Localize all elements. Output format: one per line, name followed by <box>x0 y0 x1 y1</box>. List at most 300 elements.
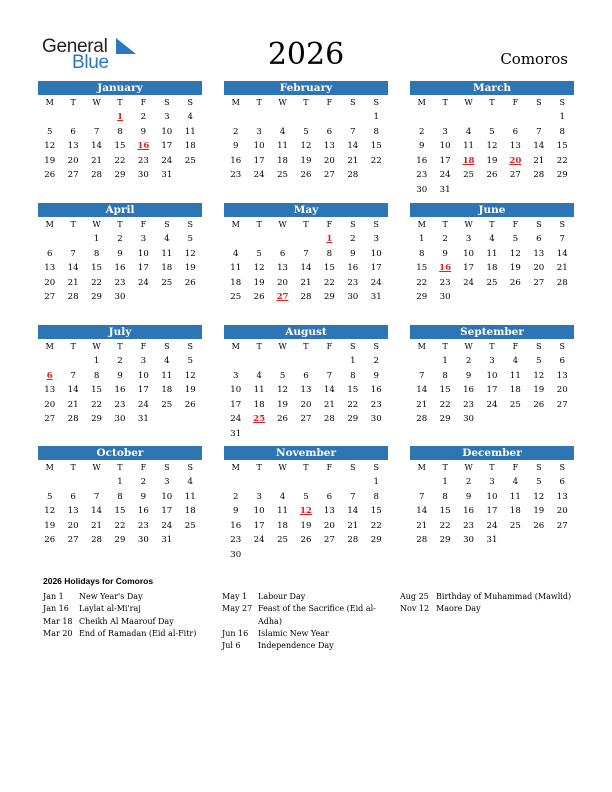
holiday-entry <box>222 603 392 628</box>
weekday-label: T <box>489 463 495 472</box>
day-cell: 8 <box>559 126 565 137</box>
day-cell: 16 <box>347 263 359 274</box>
day-cell: 16 <box>416 155 428 166</box>
day-cell: 31 <box>161 535 173 546</box>
country-name: Comoros <box>500 50 568 68</box>
day-cell: 19 <box>44 155 56 166</box>
holidays-title: 2026 Holidays for Comoros <box>43 576 154 586</box>
day-cell: 17 <box>486 385 498 396</box>
day-cell: 23 <box>137 155 149 166</box>
day-cell: 15 <box>439 506 451 517</box>
day-cell: 18 <box>253 399 265 410</box>
weekday-label: T <box>117 98 123 107</box>
day-cell: 30 <box>463 535 475 546</box>
weekday-label: F <box>326 342 333 351</box>
day-cell: 3 <box>256 126 262 137</box>
day-cell: 29 <box>114 535 126 546</box>
weekday-label: F <box>512 98 519 107</box>
day-cell: 8 <box>442 370 448 381</box>
day-cell: 29 <box>370 535 382 546</box>
day-cell: 14 <box>323 385 335 396</box>
empty-day-cell <box>38 354 61 369</box>
holiday-date: May 1 <box>222 592 248 601</box>
day-cell: 17 <box>486 506 498 517</box>
day-cell: 15 <box>556 141 568 152</box>
weekday-label: S <box>187 220 193 229</box>
day-cell: 8 <box>117 491 123 502</box>
holiday-day-cell: 18 <box>462 155 475 166</box>
holiday-name: Labour Day <box>258 592 306 601</box>
month-title: December <box>410 446 574 460</box>
day-cell: 1 <box>373 477 379 487</box>
weekday-label: T <box>489 98 495 107</box>
month-days-grid <box>38 217 202 305</box>
day-cell: 12 <box>509 248 521 259</box>
day-cell: 23 <box>230 535 242 546</box>
holiday-name: Laylat al-Mi'raj <box>79 604 141 614</box>
empty-day-cell <box>247 475 270 490</box>
day-cell: 3 <box>164 112 170 122</box>
holiday-entry <box>43 603 213 615</box>
holiday-date: Jun 16 <box>222 628 249 638</box>
day-cell: 23 <box>230 170 242 181</box>
day-cell: 2 <box>442 234 448 244</box>
day-cell: 4 <box>279 126 286 137</box>
day-cell: 16 <box>463 385 475 396</box>
day-cell: 6 <box>559 477 565 487</box>
day-cell: 4 <box>465 126 472 137</box>
holiday-day-cell: 20 <box>509 155 522 166</box>
day-cell: 1 <box>418 234 425 244</box>
day-cell: 13 <box>67 141 79 152</box>
day-cell: 17 <box>253 520 265 531</box>
day-cell: 12 <box>486 141 498 152</box>
weekday-label: W <box>464 220 473 229</box>
empty-day-cell <box>61 475 84 490</box>
holiday-entry <box>43 628 213 640</box>
day-cell: 17 <box>230 399 242 410</box>
weekday-label: W <box>464 463 473 472</box>
day-cell: 19 <box>486 155 498 166</box>
day-cell: 22 <box>370 155 382 166</box>
day-cell: 26 <box>300 170 312 181</box>
day-cell: 10 <box>253 141 265 152</box>
day-cell: 10 <box>486 370 498 381</box>
month-title: November <box>224 446 388 460</box>
day-cell: 23 <box>114 399 126 410</box>
day-cell: 14 <box>91 141 103 152</box>
weekday-label: W <box>278 98 287 107</box>
day-cell: 9 <box>140 491 147 502</box>
weekday-label: F <box>140 98 147 107</box>
holiday-name: Independence Day <box>258 641 334 651</box>
day-cell: 12 <box>44 506 56 517</box>
day-cell: 31 <box>161 170 173 181</box>
month-august <box>224 325 388 442</box>
day-cell: 15 <box>91 385 103 396</box>
day-cell: 22 <box>114 155 126 166</box>
empty-day-cell <box>480 110 503 125</box>
holiday-day-cell: 6 <box>46 370 53 381</box>
day-cell: 15 <box>91 263 103 274</box>
day-cell: 1 <box>117 477 123 487</box>
day-cell: 20 <box>533 263 545 274</box>
day-cell: 1 <box>350 356 356 366</box>
day-cell: 27 <box>67 170 79 181</box>
day-cell: 17 <box>439 155 451 166</box>
day-cell: 23 <box>347 277 359 288</box>
day-cell: 29 <box>114 170 126 181</box>
month-title: July <box>38 325 202 339</box>
day-cell: 14 <box>91 506 103 517</box>
weekday-label: W <box>278 463 287 472</box>
day-cell: 8 <box>93 370 100 381</box>
day-cell: 18 <box>277 520 289 531</box>
holiday-day-cell: 16 <box>137 141 150 152</box>
day-cell: 13 <box>556 491 568 502</box>
day-cell: 9 <box>350 248 356 259</box>
holiday-name: Islamic New Year <box>258 628 329 638</box>
empty-day-cell <box>433 110 456 125</box>
day-cell: 8 <box>326 248 333 259</box>
day-cell: 21 <box>91 155 103 166</box>
weekday-label: S <box>350 220 356 229</box>
day-cell: 30 <box>347 292 359 303</box>
day-cell: 6 <box>512 126 519 137</box>
day-cell: 6 <box>303 370 309 381</box>
weekday-label: T <box>256 220 262 229</box>
day-cell: 28 <box>300 292 312 303</box>
month-march <box>410 81 574 198</box>
day-cell: 18 <box>509 385 521 396</box>
day-cell: 16 <box>114 263 126 274</box>
day-cell: 29 <box>556 170 568 181</box>
day-cell: 25 <box>509 399 521 410</box>
weekday-label: M <box>231 342 240 351</box>
weekday-label: S <box>164 463 170 472</box>
day-cell: 7 <box>418 491 425 502</box>
day-cell: 13 <box>323 506 335 517</box>
day-cell: 9 <box>418 141 425 152</box>
day-cell: 20 <box>300 399 312 410</box>
day-cell: 24 <box>370 277 382 288</box>
weekday-label: T <box>489 220 495 229</box>
holiday-name: Maore Day <box>436 604 481 614</box>
day-cell: 29 <box>91 414 103 425</box>
day-cell: 25 <box>277 170 289 181</box>
empty-day-cell <box>247 232 270 247</box>
day-cell: 26 <box>533 520 545 531</box>
month-title: September <box>410 325 574 339</box>
day-cell: 23 <box>463 399 475 410</box>
page-header <box>0 0 612 80</box>
day-cell: 28 <box>67 414 79 425</box>
holiday-column <box>400 591 580 616</box>
weekday-label: T <box>70 463 76 472</box>
day-cell: 21 <box>347 155 359 166</box>
day-cell: 23 <box>137 520 149 531</box>
day-cell: 2 <box>232 126 239 137</box>
day-cell: 30 <box>114 292 126 303</box>
day-cell: 13 <box>533 248 545 259</box>
day-cell: 6 <box>46 248 53 259</box>
holiday-entry <box>222 628 392 640</box>
day-cell: 3 <box>489 356 495 366</box>
weekday-label: M <box>231 463 240 472</box>
day-cell: 11 <box>486 248 498 259</box>
day-cell: 26 <box>509 277 521 288</box>
weekday-label: W <box>92 98 101 107</box>
day-cell: 11 <box>509 491 521 502</box>
day-cell: 24 <box>230 414 242 425</box>
day-cell: 2 <box>465 477 472 487</box>
day-cell: 10 <box>161 126 173 137</box>
day-cell: 24 <box>253 170 265 181</box>
day-cell: 10 <box>230 385 242 396</box>
day-cell: 18 <box>486 263 498 274</box>
day-cell: 17 <box>463 263 475 274</box>
day-cell: 27 <box>300 414 312 425</box>
day-cell: 5 <box>46 491 53 502</box>
day-cell: 26 <box>44 535 56 546</box>
day-cell: 11 <box>161 370 173 381</box>
holiday-entry <box>222 640 392 652</box>
weekday-label: T <box>70 342 76 351</box>
weekday-label: T <box>303 220 309 229</box>
month-july <box>38 325 202 427</box>
day-cell: 29 <box>416 292 428 303</box>
holiday-entry <box>222 591 392 603</box>
weekday-label: T <box>256 342 262 351</box>
day-cell: 20 <box>44 399 56 410</box>
day-cell: 27 <box>67 535 79 546</box>
weekday-label: F <box>512 342 519 351</box>
weekday-label: T <box>442 98 448 107</box>
day-cell: 26 <box>277 414 289 425</box>
day-cell: 19 <box>533 385 545 396</box>
holiday-name: Cheikh Al Maarouf Day <box>79 616 174 626</box>
weekday-label: M <box>45 98 54 107</box>
day-cell: 22 <box>114 520 126 531</box>
day-cell: 11 <box>277 506 289 517</box>
day-cell: 29 <box>439 414 451 425</box>
day-cell: 21 <box>67 399 79 410</box>
holiday-date: May 27 <box>222 604 253 614</box>
day-cell: 22 <box>91 399 103 410</box>
day-cell: 5 <box>187 356 193 366</box>
month-title: April <box>38 203 202 217</box>
day-cell: 2 <box>117 234 123 244</box>
holiday-name: End of Ramadan (Eid al-Fitr) <box>79 628 197 638</box>
month-november <box>224 446 388 563</box>
day-cell: 7 <box>70 248 76 259</box>
weekday-label: S <box>559 342 565 351</box>
weekday-label: T <box>303 342 309 351</box>
day-cell: 15 <box>439 385 451 396</box>
day-cell: 6 <box>326 126 333 137</box>
empty-day-cell <box>61 110 84 125</box>
month-title: February <box>224 81 388 95</box>
empty-day-cell <box>294 475 317 490</box>
day-cell: 20 <box>556 506 568 517</box>
holiday-entry <box>400 591 580 603</box>
empty-day-cell <box>61 232 84 247</box>
day-cell: 19 <box>533 506 545 517</box>
month-january <box>38 81 202 183</box>
month-december <box>410 446 574 548</box>
day-cell: 28 <box>347 535 359 546</box>
weekday-label: W <box>92 342 101 351</box>
day-cell: 2 <box>465 356 472 366</box>
day-cell: 7 <box>70 370 76 381</box>
empty-day-cell <box>271 110 294 125</box>
day-cell: 30 <box>416 184 428 195</box>
day-cell: 9 <box>465 491 472 502</box>
holiday-entry <box>400 603 580 615</box>
day-cell: 31 <box>439 184 451 195</box>
weekday-label: F <box>326 463 333 472</box>
weekday-label: T <box>442 220 448 229</box>
day-cell: 17 <box>161 506 173 517</box>
day-cell: 1 <box>442 356 448 366</box>
day-cell: 20 <box>323 520 335 531</box>
day-cell: 19 <box>253 277 265 288</box>
day-cell: 24 <box>161 520 173 531</box>
weekday-label: S <box>350 463 356 472</box>
day-cell: 17 <box>137 385 149 396</box>
day-cell: 21 <box>300 277 312 288</box>
day-cell: 30 <box>137 170 149 181</box>
day-cell: 3 <box>373 234 379 244</box>
day-cell: 30 <box>114 414 126 425</box>
day-cell: 12 <box>533 491 545 502</box>
day-cell: 27 <box>556 520 568 531</box>
day-cell: 13 <box>44 263 56 274</box>
day-cell: 10 <box>463 248 475 259</box>
day-cell: 20 <box>277 277 289 288</box>
day-cell: 29 <box>347 414 359 425</box>
day-cell: 22 <box>323 277 335 288</box>
day-cell: 16 <box>114 385 126 396</box>
day-cell: 24 <box>463 277 475 288</box>
day-cell: 26 <box>533 399 545 410</box>
day-cell: 6 <box>326 491 333 502</box>
day-cell: 12 <box>277 385 289 396</box>
weekday-label: M <box>417 342 426 351</box>
holiday-date: Aug 25 <box>400 592 429 601</box>
day-cell: 13 <box>323 141 335 152</box>
day-cell: 9 <box>232 141 239 152</box>
month-title: May <box>224 203 388 217</box>
month-days-grid <box>224 95 388 183</box>
day-cell: 28 <box>416 535 428 546</box>
empty-day-cell <box>38 110 61 125</box>
day-cell: 30 <box>137 535 149 546</box>
day-cell: 18 <box>509 506 521 517</box>
weekday-label: T <box>442 342 448 351</box>
weekday-label: S <box>559 220 565 229</box>
month-days-grid <box>410 217 574 305</box>
day-cell: 2 <box>373 356 379 366</box>
day-cell: 24 <box>161 155 173 166</box>
empty-day-cell <box>410 110 433 125</box>
day-cell: 19 <box>184 385 196 396</box>
day-cell: 23 <box>370 399 382 410</box>
day-cell: 18 <box>161 263 173 274</box>
month-days-grid <box>224 460 388 563</box>
logo-word-blue: Blue <box>72 52 109 73</box>
day-cell: 5 <box>489 126 495 137</box>
weekday-label: S <box>373 342 379 351</box>
day-cell: 5 <box>303 126 309 137</box>
holiday-name: Birthday of Muhammad (Mawlid) <box>436 592 572 601</box>
weekday-label: W <box>92 220 101 229</box>
weekday-label: S <box>373 220 379 229</box>
day-cell: 27 <box>323 170 335 181</box>
holiday-day-cell: 25 <box>253 414 266 425</box>
weekday-label: T <box>303 98 309 107</box>
day-cell: 3 <box>465 234 472 244</box>
empty-day-cell <box>271 232 294 247</box>
weekday-label: T <box>117 220 123 229</box>
day-cell: 5 <box>536 356 542 366</box>
day-cell: 4 <box>164 234 170 244</box>
day-cell: 19 <box>300 520 312 531</box>
weekday-label: F <box>140 463 147 472</box>
day-cell: 26 <box>184 277 196 288</box>
day-cell: 9 <box>442 248 448 259</box>
day-cell: 13 <box>44 385 56 396</box>
day-cell: 14 <box>300 263 312 274</box>
weekday-label: T <box>442 463 448 472</box>
day-cell: 4 <box>256 370 262 381</box>
day-cell: 24 <box>253 535 265 546</box>
day-cell: 2 <box>350 234 356 244</box>
day-cell: 13 <box>277 263 289 274</box>
day-cell: 27 <box>44 292 56 303</box>
day-cell: 19 <box>300 155 312 166</box>
weekday-label: F <box>512 463 519 472</box>
day-cell: 24 <box>486 399 498 410</box>
day-cell: 27 <box>556 399 568 410</box>
empty-day-cell <box>224 475 247 490</box>
weekday-label: S <box>373 98 379 107</box>
weekday-label: S <box>164 98 170 107</box>
weekday-label: M <box>417 463 426 472</box>
day-cell: 15 <box>114 506 126 517</box>
day-cell: 18 <box>184 506 196 517</box>
holiday-day-cell: 27 <box>276 292 289 303</box>
weekday-label: F <box>140 342 147 351</box>
day-cell: 1 <box>93 234 100 244</box>
day-cell: 23 <box>463 520 475 531</box>
day-cell: 21 <box>67 277 79 288</box>
day-cell: 8 <box>350 370 356 381</box>
day-cell: 3 <box>489 477 495 487</box>
weekday-label: T <box>117 463 123 472</box>
holiday-date: Jul 6 <box>222 641 241 651</box>
weekday-label: S <box>536 342 542 351</box>
weekday-label: T <box>70 220 76 229</box>
empty-day-cell <box>318 475 341 490</box>
day-cell: 22 <box>556 155 568 166</box>
weekday-label: T <box>256 463 262 472</box>
day-cell: 23 <box>439 277 451 288</box>
day-cell: 7 <box>536 126 542 137</box>
day-cell: 4 <box>489 234 495 244</box>
day-cell: 13 <box>556 370 568 381</box>
day-cell: 12 <box>300 141 312 152</box>
